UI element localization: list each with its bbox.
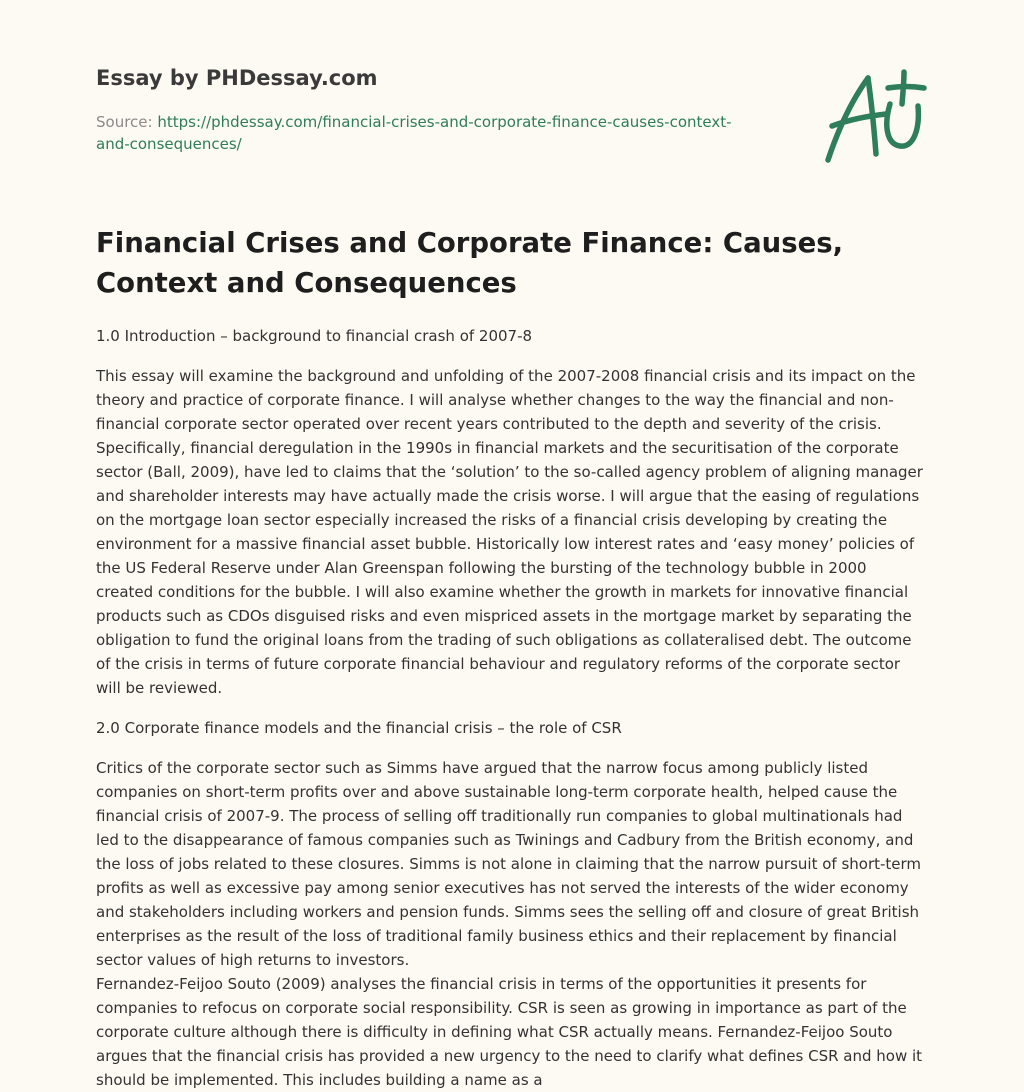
- section-heading-csr: 2.0 Corporate finance models and the financial crisis – the role of CSR: [96, 719, 622, 737]
- essay-content: [96, 324, 928, 1092]
- section-heading-intro: 1.0 Introduction – background to financial crash of 2007-8: [96, 327, 533, 345]
- a-plus-logo-icon: [820, 64, 930, 168]
- source-link[interactable]: https://phdessay.com/financial-crises-and-corporate-finance-causes-context-and-consequences/: [96, 113, 732, 153]
- site-title: Essay by PHDessay.com: [96, 66, 378, 90]
- paragraph-intro: This essay will examine the background and unfolding of the 2007-2008 financial crisis and its impact on the theory and practice of corporate finance. I will analyse whether changes to the way the financial and non-financial corporate sector operated over recent years contributed to the depth and severity of the crisis. Specifically, financial deregulation in the 1990s in financial markets and the securitisation of the corporate sector (Ball, 2009), have led to claims that the ‘solution’ to the so-called agency problem of aligning manager and shareholder interests may have actually made the crisis worse. I will argue that the easing of regulations on the mortgage loan sector especially increased the risks of a financial crisis developing by creating the environment for a massive financial asset bubble. Historically low interest rates and ‘easy money’ policies of the US Federal Reserve under Alan Greenspan following the bursting of the technology bubble in 2000 created conditions for the bubble. I will also examine whether the growth in markets for innovative financial products such as CDOs disguised risks and even mispriced assets in the mortgage market by separating the obligation to fund the original loans from the trading of such obligations as collateralised debt. The outcome of the crisis in terms of future corporate financial behaviour and regulatory reforms of the corporate sector will be reviewed.: [96, 367, 923, 697]
- essay-title: Financial Crises and Corporate Finance: Causes, Context and Consequences: [96, 227, 844, 299]
- paragraph-fernandez: Fernandez-Feijoo Souto (2009) analyses the financial crisis in terms of the opportunities it presents for companies to refocus on corporate social responsibility. CSR is seen as growing in importance as part of the corporate culture although there is difficulty in defining what CSR actually means. Fernandez-Feijoo Souto argues that the financial crisis has provided a new urgency to the need to clarify what defines CSR and how it should be implemented. This includes building a name as a: [96, 975, 923, 1089]
- source-line: [96, 111, 756, 155]
- paragraph-critics: Critics of the corporate sector such as Simms have argued that the narrow focus among publicly listed companies on short-term profits over and above sustainable long-term corporate health, helped cause the financial crisis of 2007-9. The process of selling off traditionally run companies to global multinationals had led to the disappearance of famous companies such as Twinings and Cadbury from the British economy, and the loss of jobs related to these closures. Simms is not alone in claiming that the narrow pursuit of short-term profits as well as excessive pay among senior executives has not served the interests of the wider economy and stakeholders including workers and pension funds. Simms sees the selling off and closure of great British enterprises as the result of the loss of traditional family business ethics and their replacement by financial sector values of high returns to investors.: [96, 759, 922, 969]
- source-label: Source:: [96, 113, 153, 131]
